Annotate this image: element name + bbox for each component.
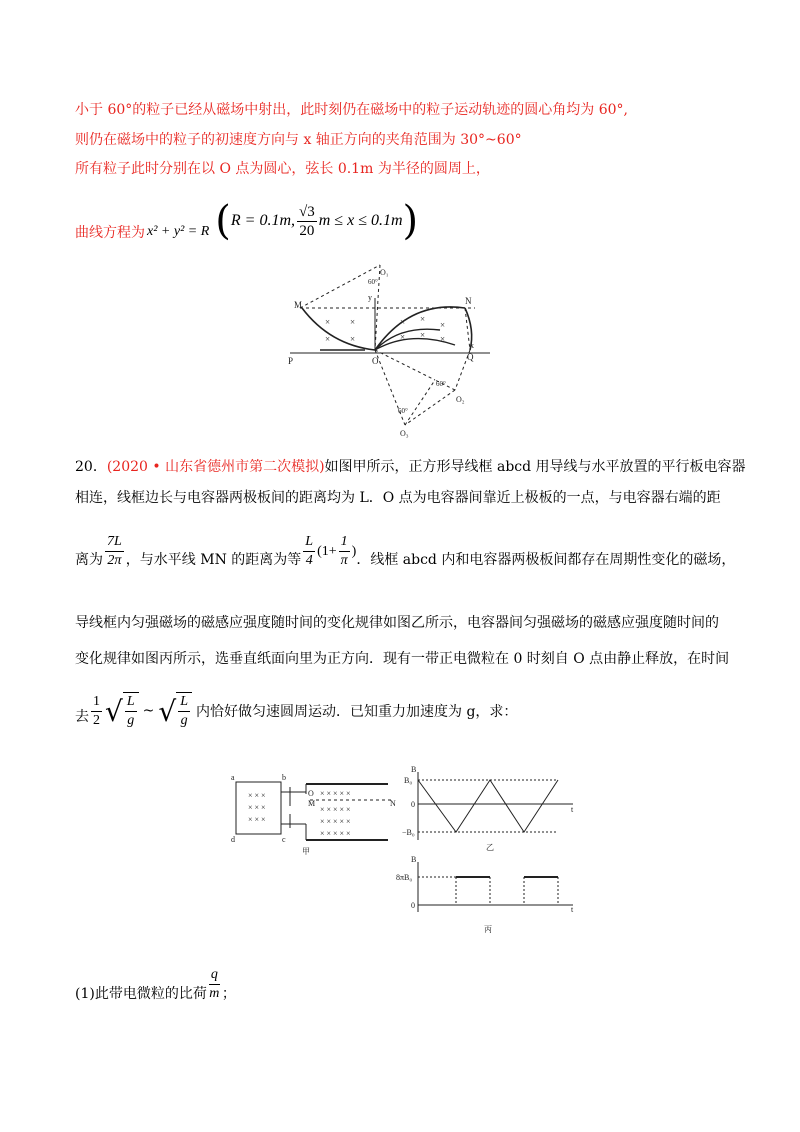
svg-text:60°: 60°	[398, 407, 408, 415]
condition-range: m ≤ x ≤ 0.1m	[318, 212, 403, 229]
svg-text:8πB₀: 8πB₀	[396, 873, 413, 882]
problem-line-6: 去 $\frac{1}{2}$ √ $\frac{L}{g}$ ~ √ $\frac{L}{g}$ 内恰好做匀速圆周运动．已知重力加速度为 g，求：	[75, 693, 518, 728]
svg-text:P: P	[288, 356, 294, 366]
svg-text:−B₀: −B₀	[402, 828, 415, 837]
svg-text:0: 0	[411, 800, 415, 809]
solution-line-2: 则仍在磁场中的粒子的初速度方向与 x 轴正方向的夹角范围为 30°~60°	[75, 132, 522, 148]
sqrt-l-g-2: $\frac{L}{g}$	[176, 692, 192, 730]
svg-text:t: t	[571, 905, 574, 914]
fraction-7l-2pi: $\frac{7L}{2\pi}$	[107, 534, 122, 568]
svg-text:×: ×	[400, 332, 406, 342]
svg-text:N: N	[390, 799, 396, 808]
svg-text:O₂: O₂	[456, 395, 465, 404]
svg-text:×: ×	[420, 314, 426, 324]
svg-text:x: x	[470, 341, 474, 350]
svg-text:b: b	[282, 773, 286, 782]
sqrt-l-g-1: $\frac{L}{g}$	[123, 692, 139, 730]
svg-text:0: 0	[411, 901, 415, 910]
svg-text:a: a	[231, 773, 235, 782]
fraction-half: $\frac{1}{2}$	[93, 693, 100, 728]
svg-text:d: d	[231, 835, 235, 844]
svg-text:O₃: O₃	[400, 429, 409, 438]
svg-text:c: c	[282, 835, 286, 844]
svg-text:乙: 乙	[486, 843, 494, 852]
svg-text:Q: Q	[467, 352, 474, 362]
svg-text:B₀: B₀	[404, 776, 413, 785]
curve-label: 曲线方程为	[75, 225, 145, 241]
circle-equation: x² + y² = R	[147, 224, 210, 239]
fraction-1-pi: $\frac{1}{\pi}$	[340, 534, 348, 568]
svg-text:t: t	[571, 805, 574, 814]
svg-text:×: ×	[325, 317, 331, 327]
condition-fraction: $\frac{√3}{20}$	[299, 203, 315, 239]
solution-line-1: 小于 60°的粒子已经从磁场中射出，此时刻仍在磁场中的粒子运动轨迹的圆心角均为 60°,	[75, 102, 628, 118]
svg-text:× × ×: × × ×	[248, 791, 266, 800]
svg-text:× × ×: × × ×	[248, 815, 266, 824]
problem-line-3: 离为 $\frac{7L}{2\pi}$ ，与水平线 MN 的距离为等 $\frac{L}{4}$ (1+ $\frac{1}{\pi}$ ) ．线框 abcd 内和电容器两极板间都存在周期性变化的磁场，	[75, 534, 736, 568]
svg-text:× × × × ×: × × × × ×	[320, 829, 351, 838]
svg-text:× × × × ×: × × × × ×	[320, 805, 351, 814]
svg-text:N: N	[465, 296, 472, 306]
problem-source: (2020 • 山东省德州市第二次模拟)	[106, 459, 325, 475]
svg-text:× × × × ×: × × × × ×	[320, 817, 351, 826]
svg-text:甲: 甲	[302, 847, 310, 856]
svg-text:O: O	[308, 789, 314, 798]
svg-text:M: M	[308, 799, 316, 808]
problem-line-4: 导线框内匀强磁场的磁感应强度随时间的变化规律如图乙所示，电容器间匀强磁场的磁感应强度随时间的	[75, 615, 719, 631]
svg-text:×: ×	[325, 334, 331, 344]
problem-number: 20．	[75, 459, 107, 475]
problem-line-2: 相连，线框边长与电容器两极板间的距离均为 L．O 点为电容器间靠近上极板的一点，与电容器右端的距	[75, 490, 721, 506]
fraction-l-4: $\frac{L}{4}$	[305, 534, 314, 568]
svg-text:×: ×	[440, 320, 446, 330]
trajectory-figure	[280, 250, 510, 440]
svg-text:60°: 60°	[368, 278, 378, 286]
svg-text:×: ×	[350, 317, 356, 327]
svg-text:× × ×: × × ×	[248, 803, 266, 812]
svg-text:B: B	[411, 855, 417, 864]
problem-line-5: 变化规律如图丙所示，选垂直纸面向里为正方向．现有一带正电微粒在 0 时刻自 O 点由静止释放，在时间	[75, 651, 730, 667]
svg-text:B: B	[411, 765, 417, 774]
problem-line-1: 20．(2020 • 山东省德州市第二次模拟)如图甲所示，正方形导线框 abcd 用导线与水平放置的平行板电容器	[75, 459, 746, 475]
question-1: (1)此带电微粒的比荷 $\frac{q}{m}$ ；	[75, 967, 236, 1002]
svg-text:× × × × ×: × × × × ×	[320, 789, 351, 798]
svg-text:×: ×	[400, 317, 406, 327]
circuit-and-graphs-figure	[228, 762, 578, 937]
svg-text:60°: 60°	[436, 380, 446, 388]
condition-r: R = 0.1m,	[230, 212, 296, 229]
fraction-q-m: $\frac{q}{m}$	[209, 967, 220, 1001]
svg-text:×: ×	[420, 330, 426, 340]
curve-equation: 曲线方程为 x² + y² = R ( R = 0.1m, $\frac{√3}{20}$ m ≤ x ≤ 0.1m )	[75, 198, 419, 244]
svg-text:M: M	[294, 300, 303, 310]
svg-text:丙: 丙	[484, 925, 492, 934]
svg-text:O: O	[372, 356, 379, 366]
svg-text:×: ×	[440, 334, 446, 344]
svg-text:y: y	[368, 293, 372, 302]
solution-line-3: 所有粒子此时分别在以 O 点为圆心，弦长 0.1m 为半径的圆周上，	[75, 161, 490, 177]
svg-text:×: ×	[350, 334, 356, 344]
svg-text:O₁: O₁	[380, 268, 389, 277]
